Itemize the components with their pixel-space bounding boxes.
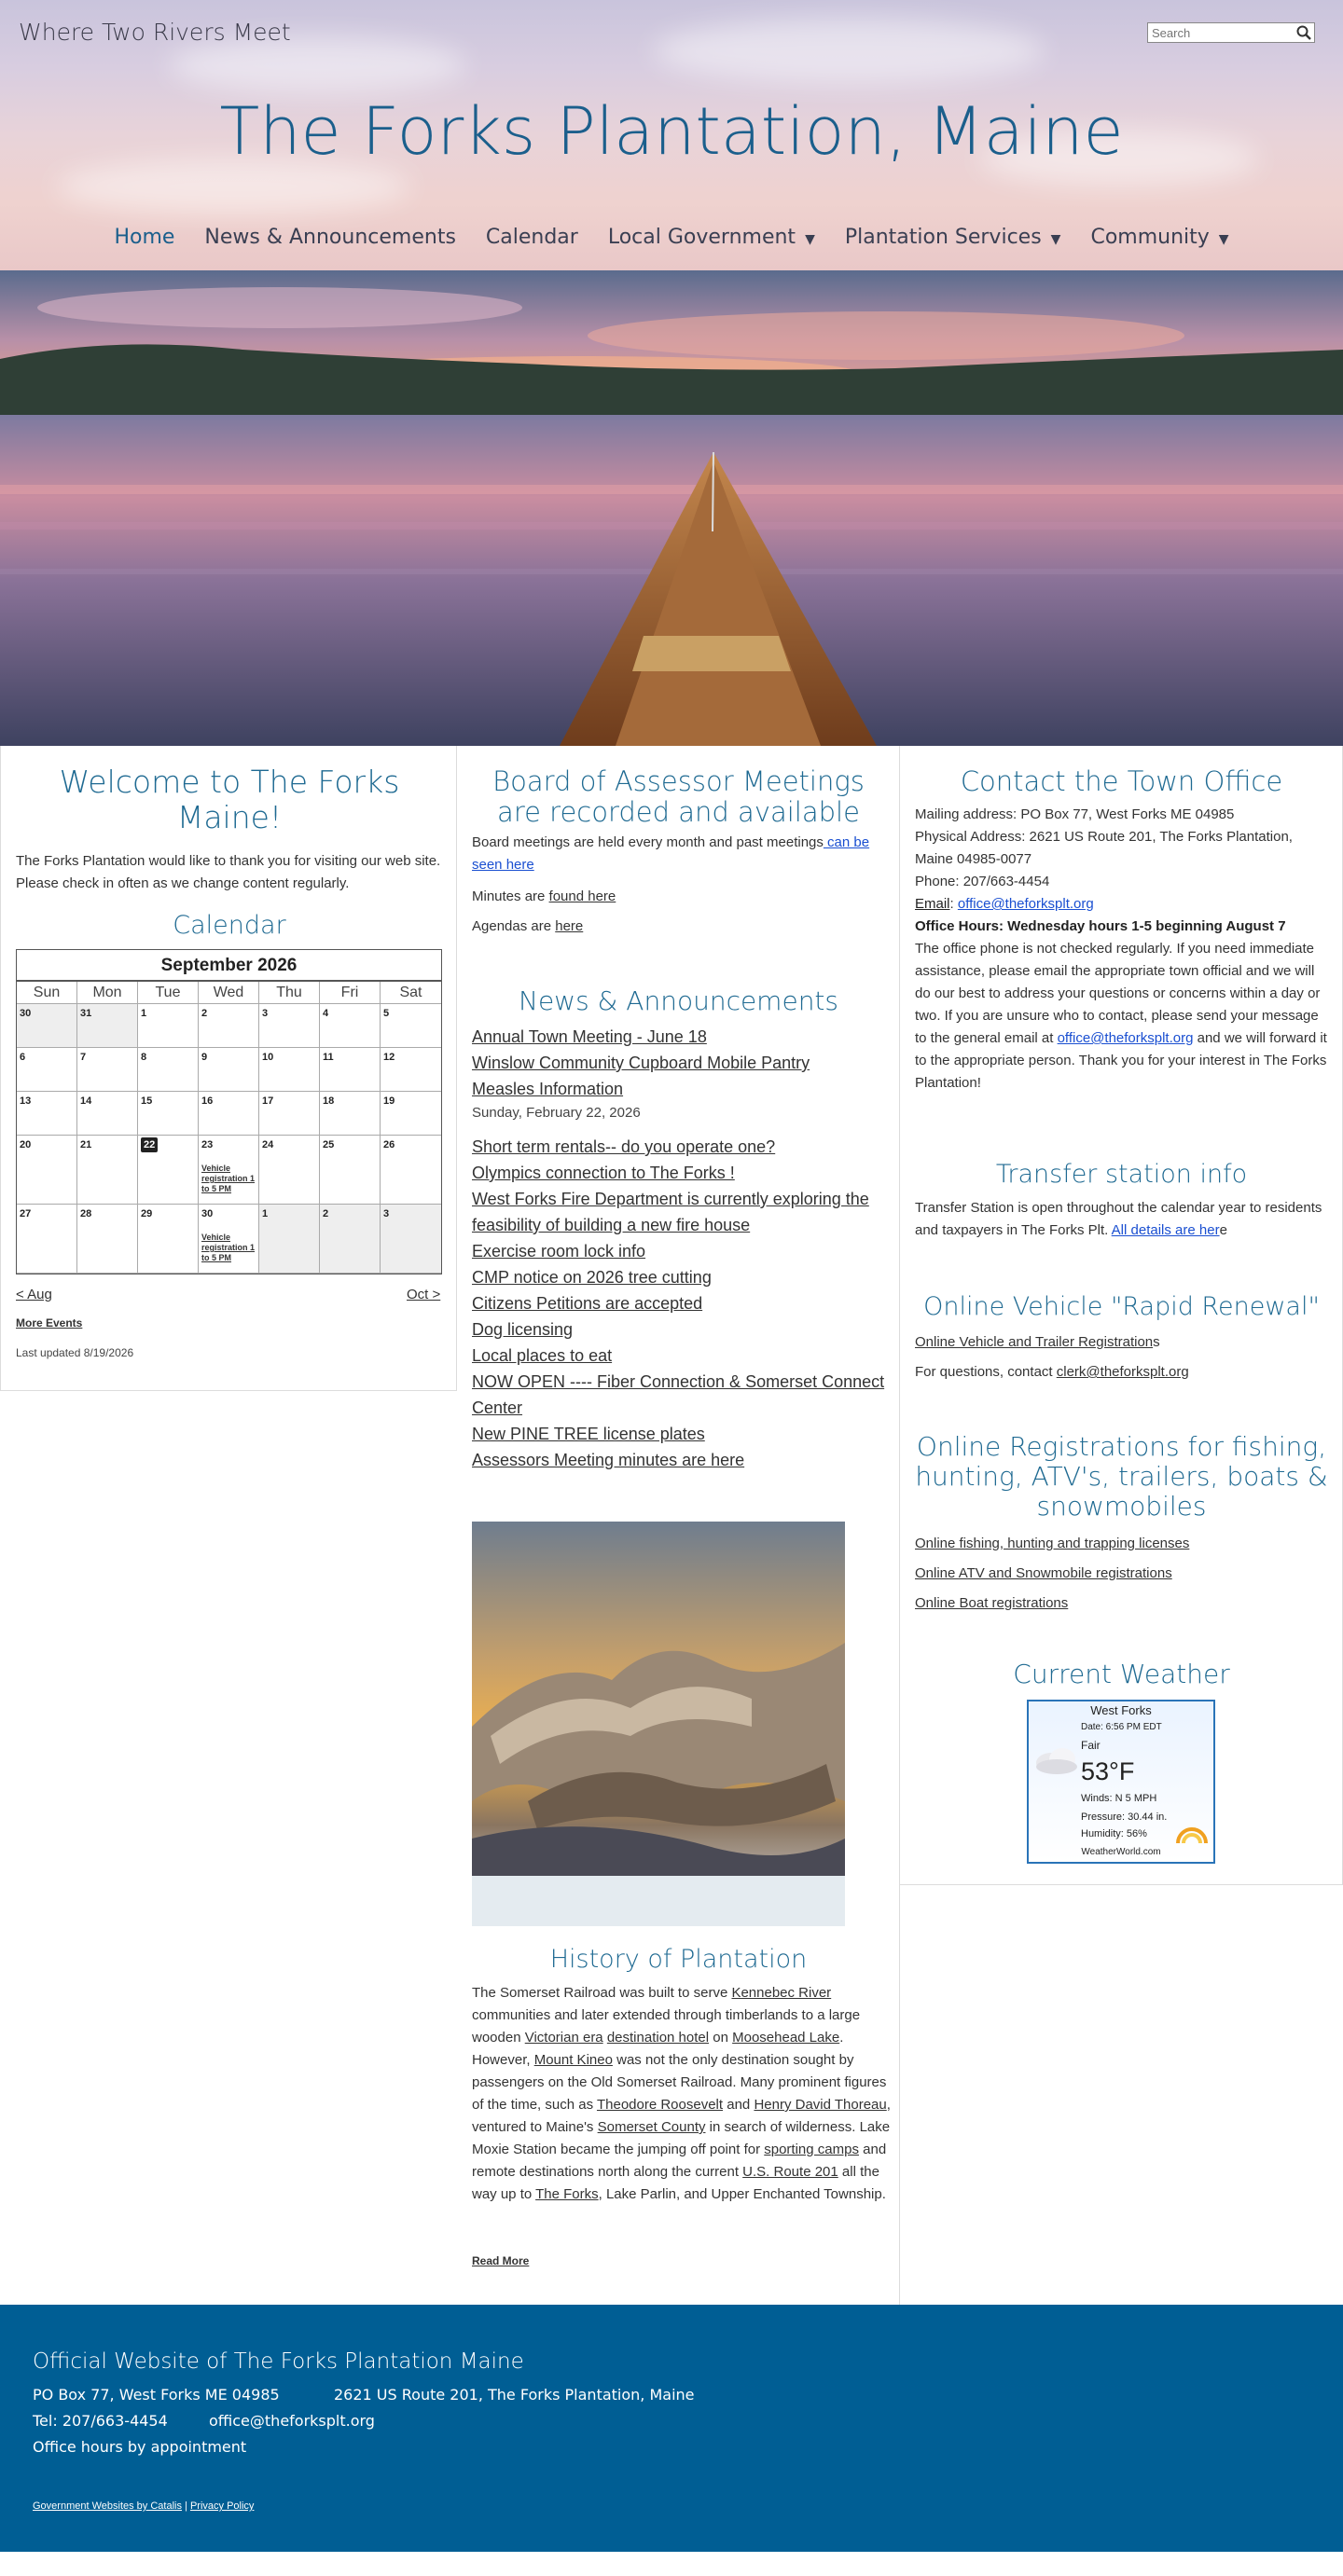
site-tagline: Where Two Rivers Meet [19, 19, 291, 46]
history-text-segment: The Somerset Railroad was built to serve [472, 1985, 732, 2001]
cloud-icon [1032, 1743, 1081, 1776]
calendar-day-cell[interactable] [199, 1048, 259, 1092]
search-icon[interactable] [1295, 24, 1312, 41]
calendar-event-link[interactable]: Vehicle registration 1 to 5 PM [201, 1164, 256, 1193]
site-title: The Forks Plantation, Maine [219, 93, 1124, 170]
calendar-day-cell[interactable] [381, 1136, 441, 1205]
caret-down-icon: ▼ [805, 232, 815, 247]
history-link[interactable]: destination hotel [606, 2030, 710, 2046]
physical-address: Physical Address: 2621 US Route 201, The Forks Plantation, Maine 04985-0077 [915, 829, 1293, 867]
news-item-link[interactable]: Assessors Meeting minutes are here [472, 1451, 745, 1469]
history-text-segment: . However, [472, 2030, 844, 2068]
renewal-line [915, 1328, 1333, 1357]
calendar-day-number: 30 [201, 1208, 214, 1219]
footer-phone: Tel: 207/663-4454 [33, 2412, 168, 2430]
contact-info [915, 804, 1333, 1095]
calendar-day-number: 6 [20, 1052, 26, 1063]
calendar-day-cell[interactable] [381, 1092, 441, 1136]
history-heading: History of Plantation [549, 1945, 808, 1974]
history-text-segment: and remote destinations north along the current [472, 2142, 887, 2180]
calendar-day-of-week: Sat [381, 982, 441, 1004]
calendar-day-cell[interactable] [77, 1205, 138, 1274]
news-item-link[interactable]: Citizens Petitions are accepted [472, 1294, 703, 1313]
calendar-month: September 2026 [17, 950, 441, 982]
nav-label: Calendar [485, 226, 578, 249]
calendar-day-cell[interactable] [77, 1136, 138, 1205]
news-item-link[interactable]: CMP notice on 2026 tree cutting [472, 1268, 712, 1287]
history-text-segment: all the way up to [472, 2164, 879, 2202]
news-item-link[interactable]: West Forks Fire Department is currently exploring the feasibility of building a new fire house [472, 1190, 869, 1234]
calendar-week-row [17, 1048, 441, 1092]
news-item-link[interactable]: Short term rentals-- do you operate one? [472, 1137, 776, 1156]
calendar-day-number: 7 [80, 1052, 87, 1063]
calendar-day-cell-today[interactable] [138, 1136, 199, 1205]
boat-registrations-link[interactable]: Online Boat registrations [915, 1595, 1069, 1611]
calendar-day-cell[interactable] [381, 1048, 441, 1092]
news-list [472, 1134, 892, 1473]
footer-title: Official Website of The Forks Plantation Maine [33, 2349, 524, 2374]
footer-links [33, 2500, 254, 2512]
calendar-day-number: 19 [383, 1095, 395, 1107]
history-text-segment: , ventured to Maine's [472, 2097, 891, 2135]
nav-label: Plantation Services [844, 226, 1042, 249]
calendar-day-number: 13 [20, 1095, 32, 1107]
calendar-day-number: 2 [201, 1008, 208, 1019]
history-link[interactable]: Theodore Roosevelt [596, 2097, 724, 2113]
history-link[interactable]: Moosehead Lake [732, 2030, 840, 2046]
calendar-day-cell[interactable] [320, 1136, 381, 1205]
welcome-text: The Forks Plantation would like to thank you for visiting our web site. Please check in often as we change content regularly. [16, 853, 441, 891]
calendar-day-cell[interactable] [17, 1048, 77, 1092]
site-footer [0, 2305, 1343, 2552]
calendar-day-cell[interactable] [320, 1092, 381, 1136]
calendar-day-cell[interactable] [17, 1205, 77, 1274]
main-nav [0, 226, 1343, 249]
news-list-top [472, 1024, 892, 1102]
weather-humidity: Humidity: 56% [1081, 1828, 1147, 1839]
news-item-link[interactable]: Measles Information [472, 1080, 624, 1098]
calendar-day-cell[interactable] [138, 1048, 199, 1092]
calendar-day-number: 1 [141, 1008, 147, 1019]
search-box[interactable] [1147, 22, 1315, 43]
transfer-link-tail: e [1219, 1222, 1227, 1238]
right-column [900, 746, 1343, 1885]
search-input[interactable] [1148, 23, 1288, 42]
mailing-address: Mailing address: PO Box 77, West Forks ME 04985 [915, 806, 1235, 822]
contact-note [915, 938, 1333, 1095]
calendar-day-number: 18 [323, 1095, 335, 1107]
calendar-day-number: 12 [383, 1052, 395, 1063]
weather-wind: Winds: N 5 MPH [1081, 1793, 1157, 1804]
nav-label: Community [1090, 226, 1210, 249]
calendar-week-row [17, 1136, 441, 1205]
history-text [472, 1982, 892, 2206]
weather-pressure: Pressure: 30.44 in. [1081, 1811, 1168, 1823]
board-meetings-text [472, 832, 887, 876]
news-item-link[interactable]: Annual Town Meeting - June 18 [472, 1027, 707, 1046]
history-link[interactable]: Somerset County [597, 2119, 706, 2135]
calendar-day-cell[interactable] [77, 1092, 138, 1136]
transfer-station-text [915, 1197, 1333, 1242]
more-events-link[interactable]: More Events [16, 1316, 83, 1329]
board-meetings-heading: Board of Assessor Meetings are recorded and available [492, 765, 865, 829]
history-text-segment: and [723, 2097, 755, 2113]
renewal-link-tail: s [1153, 1334, 1160, 1350]
news-item-link[interactable]: New PINE TREE license plates [472, 1425, 705, 1443]
caret-down-icon: ▼ [1050, 232, 1061, 247]
atv-snowmobile-registrations-link[interactable]: Online ATV and Snowmobile registrations [915, 1565, 1172, 1581]
office-hours: Office Hours: Wednesday hours 1-5 beginning August 7 [915, 918, 1286, 934]
calendar-week-row [17, 1004, 441, 1048]
contact-note-text: The office phone is not checked regularly. If you need immediate assistance, please email the appropriate town official and we will do our best to address your questions or concerns within a day or two. If you are unsure who to contact, please send your message to the general email at [915, 941, 1321, 1046]
minutes-label: Minutes are [472, 889, 549, 904]
calendar-day-cell[interactable] [138, 1092, 199, 1136]
calendar-day-number: 1 [262, 1208, 269, 1219]
weather-location: West Forks [1090, 1703, 1152, 1717]
calendar-day-cell[interactable] [320, 1004, 381, 1048]
calendar-day-number: 10 [262, 1052, 274, 1063]
fishing-hunting-licenses-link[interactable]: Online fishing, hunting and trapping licenses [915, 1536, 1190, 1551]
last-updated: Last updated 8/19/2026 [16, 1346, 134, 1359]
transfer-details-link[interactable]: All details are her [1111, 1222, 1220, 1238]
calendar-grid [17, 1004, 441, 1274]
history-text-segment: , Lake Parlin, and Upper Enchanted Township. [598, 2186, 886, 2202]
calendar-day-number: 28 [80, 1208, 92, 1219]
calendar-day-of-week: Wed [199, 982, 259, 1004]
history-link[interactable]: Victorian era [524, 2030, 603, 2046]
nav-label: Home [114, 226, 175, 249]
footer-mailing-address: PO Box 77, West Forks ME 04985 [33, 2386, 280, 2404]
nav-calendar[interactable] [471, 226, 593, 249]
calendar-day-number: 27 [20, 1208, 32, 1219]
nav-news[interactable] [189, 226, 471, 249]
calendar-day-number: 31 [80, 1008, 92, 1019]
calendar-day-cell[interactable] [17, 1004, 77, 1048]
calendar-day-of-week: Fri [320, 982, 381, 1004]
calendar-day-of-week: Tue [138, 982, 199, 1004]
nav-label: Local Government [607, 226, 796, 249]
news-item-link[interactable]: NOW OPEN ---- Fiber Connection & Somerset Connect Center [472, 1372, 885, 1417]
minutes-text [472, 886, 887, 908]
calendar-event-link[interactable]: Vehicle registration 1 to 5 PM [201, 1233, 256, 1262]
nav-home[interactable] [99, 226, 189, 249]
online-registrations-links [915, 1529, 1333, 1619]
news-date: Sunday, February 22, 2026 [472, 1105, 641, 1121]
minutes-link[interactable]: found here [548, 889, 616, 904]
board-recordings-link[interactable]: can be seen here [472, 834, 870, 873]
rapid-renewal-block [915, 1328, 1333, 1387]
history-text-segment: on [709, 2030, 733, 2046]
history-link[interactable]: U.S. Route 201 [742, 2164, 838, 2180]
calendar-day-number: 21 [80, 1139, 92, 1150]
calendar-day-number: 3 [383, 1208, 390, 1219]
weather-heading: Current Weather [1013, 1659, 1230, 1689]
calendar-day-cell[interactable] [199, 1092, 259, 1136]
clerk-email-link[interactable]: clerk@theforksplt.org [1056, 1364, 1189, 1380]
calendar-day-cell[interactable] [259, 1004, 320, 1048]
calendar-day-number: 4 [323, 1008, 329, 1019]
agendas-label: Agendas are [472, 918, 556, 934]
email-separator: : [949, 896, 958, 912]
calendar-day-number: 23 [201, 1139, 214, 1150]
renewal-contact [915, 1357, 1333, 1387]
calendar-day-number: 24 [262, 1139, 274, 1150]
calendar-day-cell[interactable] [138, 1004, 199, 1048]
read-more-link[interactable]: Read More [472, 2254, 530, 2267]
office-email-link[interactable]: office@theforksplt.org [1057, 1030, 1194, 1046]
calendar-day-number: 17 [262, 1095, 274, 1107]
calendar-day-cell[interactable] [77, 1004, 138, 1048]
calendar-day-cell[interactable] [259, 1092, 320, 1136]
calendar-day-cell[interactable] [199, 1136, 259, 1205]
history-link[interactable]: Kennebec River [731, 1985, 832, 2001]
calendar-day-number: 30 [20, 1008, 32, 1019]
news-heading: News & Announcements [519, 985, 838, 1016]
hero-image-canoe-lake [0, 270, 1343, 746]
calendar-day-number: 5 [383, 1008, 390, 1019]
footer-physical-address: 2621 US Route 201, The Forks Plantation, Maine [334, 2386, 695, 2404]
email-line [915, 893, 1333, 916]
history-text-segment: was not the only destination sought by passengers on the Old Somerset Railroad. Many prominent figures of the time, such as [472, 2052, 887, 2113]
calendar-heading: Calendar [173, 911, 286, 940]
weather-widget[interactable] [1027, 1700, 1215, 1864]
footer-link-separator: | [181, 2500, 190, 2512]
calendar-day-cell[interactable] [77, 1048, 138, 1092]
news-item-link[interactable]: Dog licensing [472, 1320, 574, 1339]
calendar-day-cell[interactable] [381, 1205, 441, 1274]
calendar-day-number: 26 [383, 1139, 395, 1150]
renewal-contact-text: For questions, contact [915, 1364, 1057, 1380]
middle-column [457, 746, 900, 2305]
calendar-day-number: 8 [141, 1052, 147, 1063]
calendar-day-cell[interactable] [259, 1205, 320, 1274]
calendar-day-cell[interactable] [199, 1205, 259, 1274]
calendar-day-cell[interactable] [17, 1092, 77, 1136]
catalis-link[interactable]: Government Websites by Catalis [33, 2500, 182, 2512]
history-link[interactable]: Henry David Thoreau [754, 2097, 887, 2113]
nav-community[interactable] [1075, 226, 1243, 249]
calendar-day-number: 25 [323, 1139, 335, 1150]
board-text: Board meetings are held every month and past meetings [472, 834, 824, 850]
history-link[interactable]: sporting camps [764, 2142, 859, 2157]
online-registrations-heading: Online Registrations for fishing, hunting, ATV's, trailers, boats & snowmobiles [915, 1431, 1328, 1522]
calendar-day-number: 15 [141, 1095, 153, 1107]
office-email-link[interactable]: office@theforksplt.org [957, 896, 1094, 912]
agendas-text [472, 916, 887, 938]
calendar-day-cell[interactable] [259, 1048, 320, 1092]
history-text-segment: in search of wilderness. Lake Moxie Station became the jumping off point for [472, 2119, 891, 2157]
contact-heading: Contact the Town Office [960, 765, 1283, 797]
calendar-day-of-week: Mon [77, 982, 138, 1004]
history-link[interactable]: Mount Kineo [533, 2052, 613, 2068]
footer-hours: Office hours by appointment [33, 2438, 247, 2456]
weather-source: WeatherWorld.com [1081, 1847, 1161, 1857]
calendar-widget [16, 949, 442, 1274]
calendar-day-number: 22 [141, 1137, 158, 1152]
calendar-day-number: 16 [201, 1095, 214, 1107]
calendar-next-month-link[interactable]: Oct > [407, 1287, 441, 1302]
transfer-text: Transfer Station is open throughout the calendar year to residents and taxpayers in The Forks Plt. [915, 1200, 1322, 1238]
news-item-link[interactable]: Exercise room lock info [472, 1242, 646, 1260]
news-item-link[interactable]: Winslow Community Cupboard Mobile Pantry [472, 1054, 810, 1072]
nav-local-government[interactable] [593, 226, 830, 249]
history-link[interactable]: The Forks [535, 2186, 599, 2202]
weather-condition: Fair [1081, 1739, 1101, 1752]
nav-plantation-services[interactable] [830, 226, 1076, 249]
calendar-day-number: 20 [20, 1139, 32, 1150]
calendar-days-of-week [17, 982, 441, 1004]
calendar-day-number: 2 [323, 1208, 329, 1219]
history-text-segment: communities and later extended through timberlands to a large wooden [472, 2007, 861, 2046]
nav-label: News & Announcements [204, 226, 456, 249]
calendar-day-cell[interactable] [259, 1136, 320, 1205]
privacy-policy-link[interactable]: Privacy Policy [189, 2500, 255, 2512]
calendar-day-number: 9 [201, 1052, 208, 1063]
calendar-day-number: 29 [141, 1208, 153, 1219]
agendas-link[interactable]: here [555, 918, 584, 934]
calendar-prev-month-link[interactable]: < Aug [16, 1287, 52, 1302]
calendar-day-number: 14 [80, 1095, 92, 1107]
calendar-day-number: 11 [323, 1052, 334, 1063]
calendar-week-row [17, 1092, 441, 1136]
calendar-day-number: 3 [262, 1008, 269, 1019]
calendar-day-cell[interactable] [381, 1004, 441, 1048]
vehicle-registration-link[interactable]: Online Vehicle and Trailer Registration [915, 1334, 1154, 1350]
sunset-icon [1174, 1823, 1210, 1845]
weather-temperature: 53°F [1081, 1757, 1135, 1785]
left-column [0, 746, 457, 1391]
calendar-day-cell[interactable] [199, 1004, 259, 1048]
calendar-week-row [17, 1205, 441, 1274]
welcome-heading: Welcome to The Forks Maine! [59, 764, 400, 835]
bottom-strip [0, 2552, 1343, 2576]
news-item-link[interactable]: Olympics connection to The Forks ! [472, 1164, 735, 1182]
footer-email: office@theforksplt.org [209, 2412, 375, 2430]
phone-number: Phone: 207/663-4454 [915, 874, 1050, 889]
contact-note-text: and we will forward it to the appropriate person. Thank you for your interest in The Forks Plantation! [915, 1030, 1327, 1091]
news-item-link[interactable]: Local places to eat [472, 1346, 613, 1365]
caret-down-icon: ▼ [1218, 232, 1229, 247]
calendar-day-cell[interactable] [138, 1205, 199, 1274]
transfer-station-heading: Transfer station info [995, 1160, 1248, 1189]
calendar-day-cell[interactable] [320, 1048, 381, 1092]
calendar-day-of-week: Sun [17, 982, 77, 1004]
email-label: Email [915, 896, 950, 912]
calendar-day-cell[interactable] [17, 1136, 77, 1205]
site-header [0, 0, 1343, 270]
calendar-day-of-week: Thu [259, 982, 320, 1004]
calendar-day-cell[interactable] [320, 1205, 381, 1274]
rapid-renewal-heading: Online Vehicle "Rapid Renewal" [923, 1292, 1320, 1321]
driftwood-sunset-image [472, 1522, 845, 1926]
weather-date: Date: 6:56 PM EDT [1081, 1722, 1162, 1732]
